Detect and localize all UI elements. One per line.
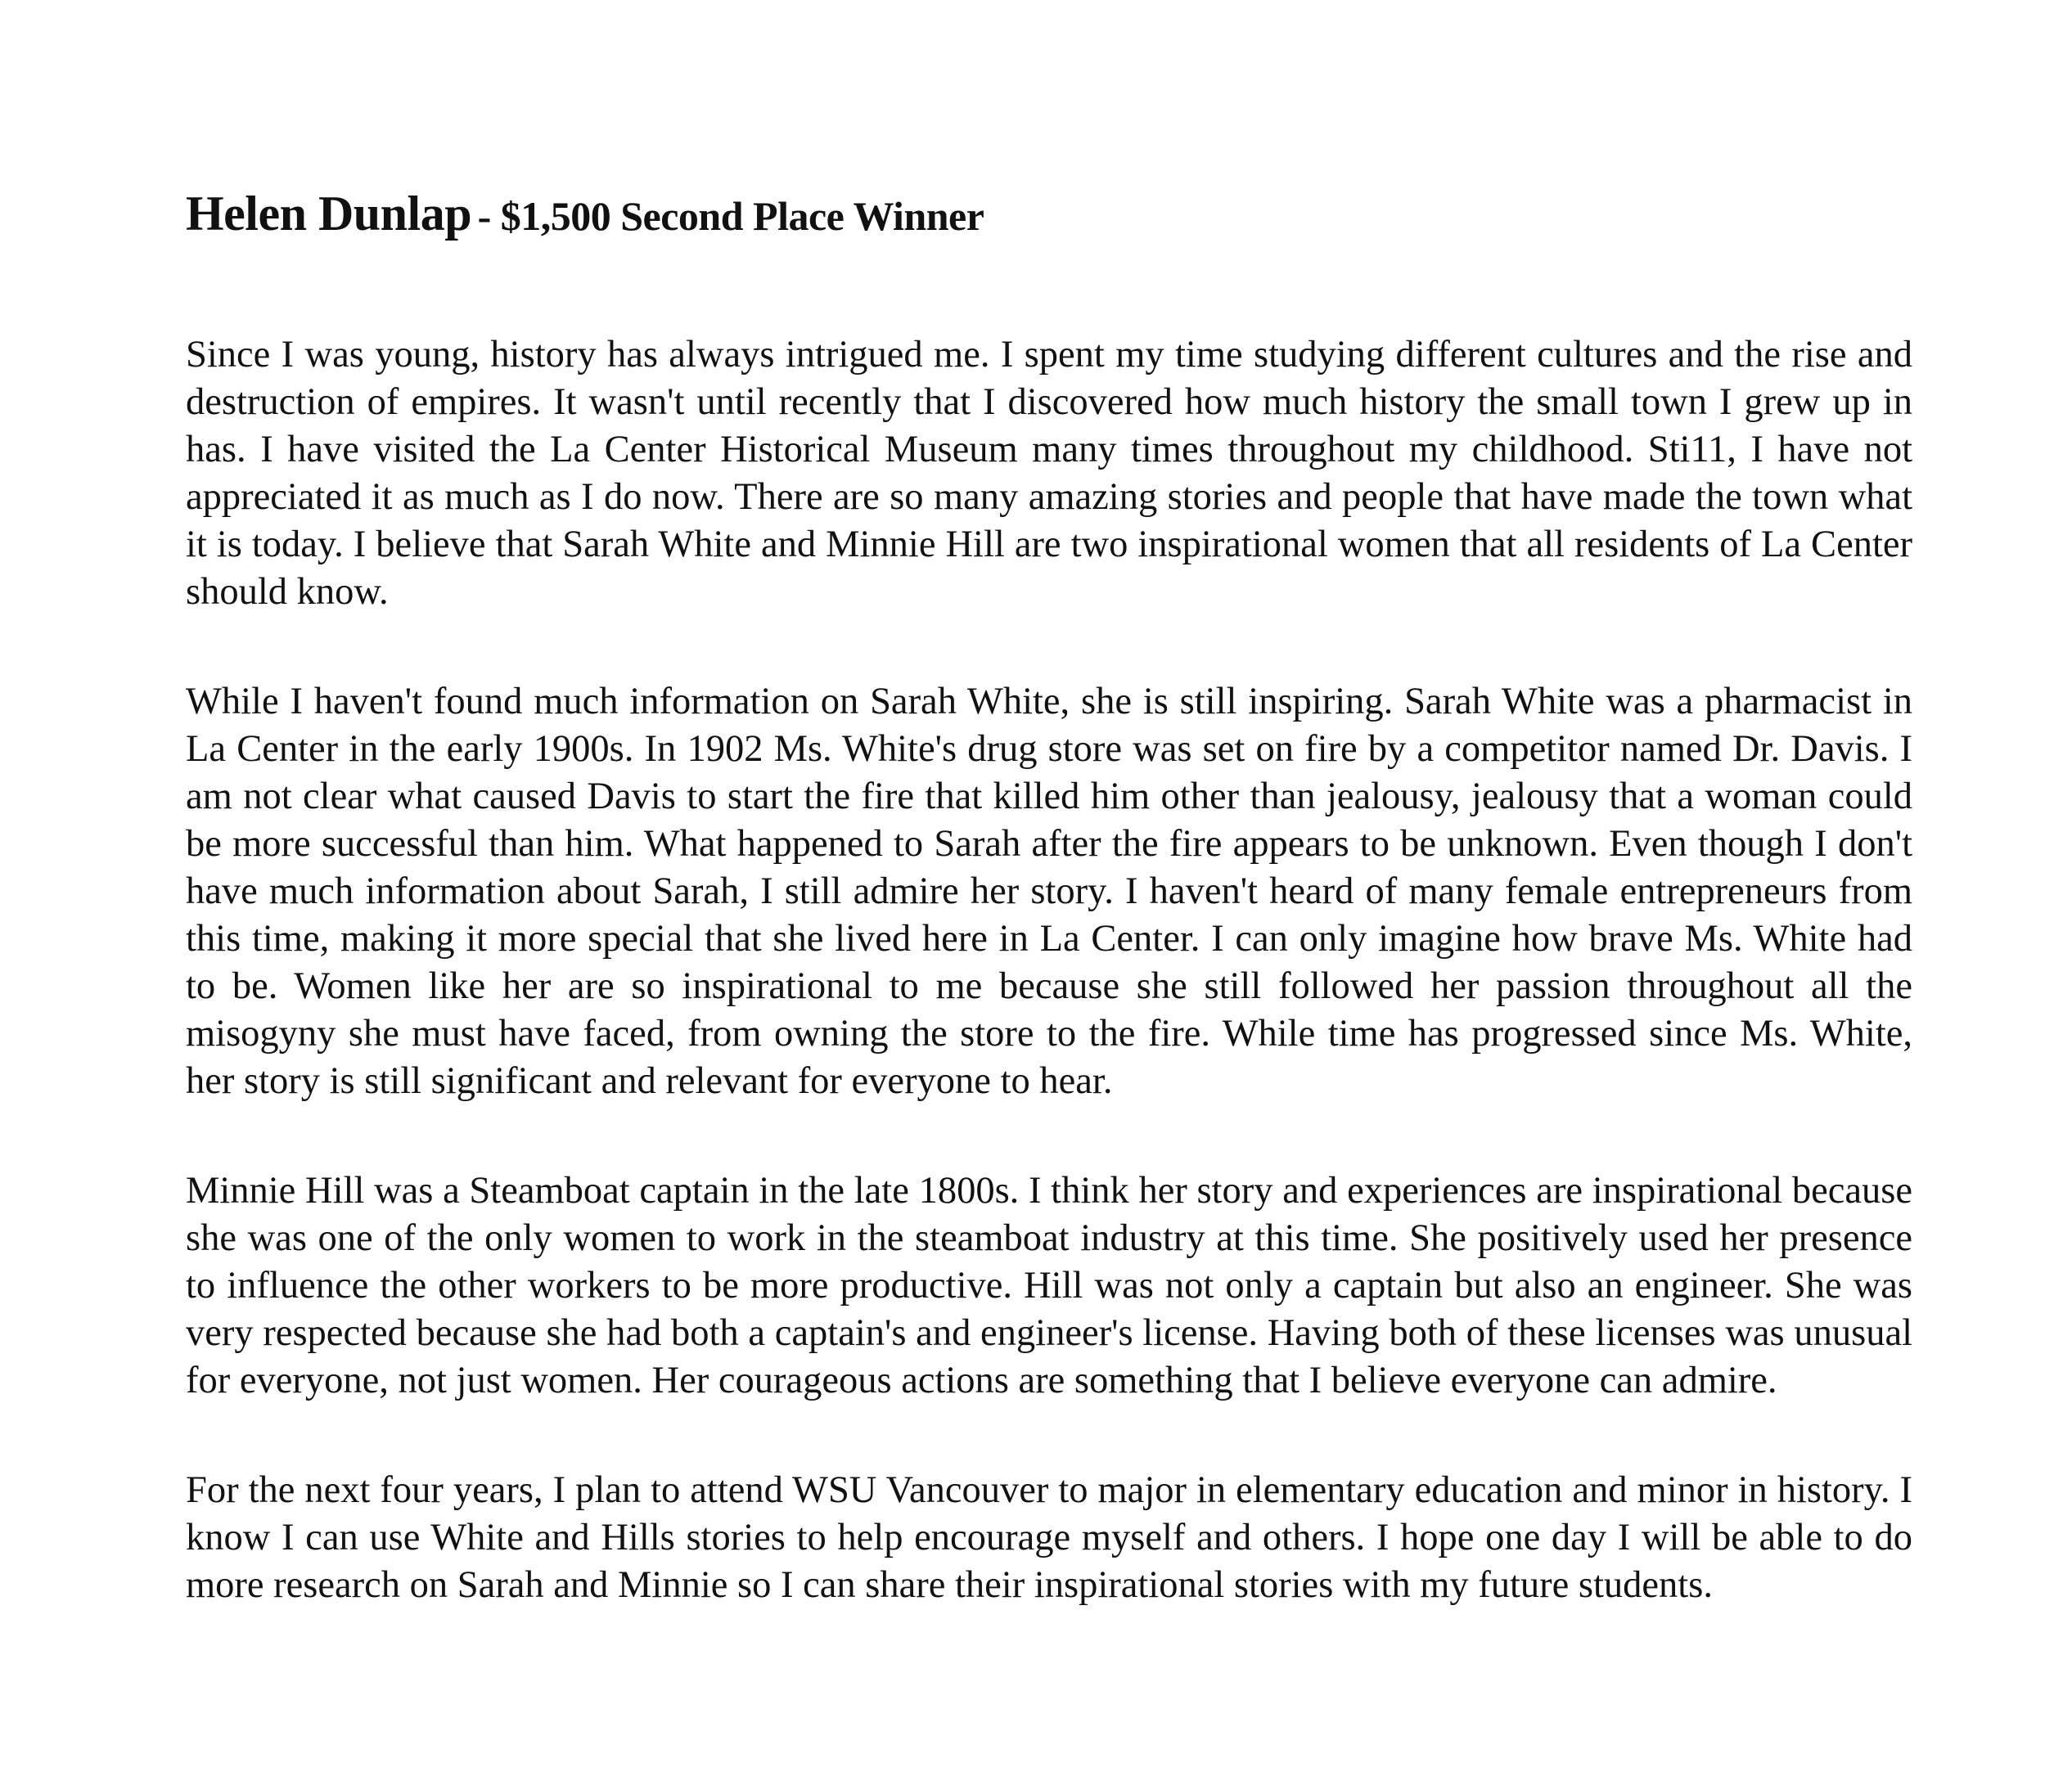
essay-paragraph-2: While I haven't found much information on Sarah White, she is still inspiring. Sarah White was a pharmacist in La Center in the early 1900s. In 1902 Ms. White's drug store was set on fire by a competitor named Dr. Davis. I am not clear what caused Davis to start the fire that killed him other than jealousy, jealousy that a woman could be more successful than him. What happened to Sarah after the fire appears to be unknown. Even though I don't have much information about Sarah, I still admire her story. I haven't heard of many female entrepreneurs from this time, making it more special that she lived here in La Center. I can only imagine how brave Ms. White had to be. Women like her are so inspirational to me because she still followed her passion throughout all the misogyny she must have faced, from owning the store to the fire. While time has progressed since Ms. White, her story is still significant and relevant for everyone to hear. bbox=[186, 681, 1912, 1102]
essay-paragraph-3: Minnie Hill was a Steamboat captain in the late 1800s. I think her story and experiences are inspirational because she was one of the only women to work in the steamboat industry at this time. She positively used her presence to influence the other workers to be more productive. Hill was not only a captain but also an engineer. She was very respected because she had both a captain's and engineer's license. Having both of these licenses was unusual for everyone, not just women. Her courageous actions are something that I believe everyone can admire. bbox=[186, 1170, 1912, 1401]
winner-name: Helen Dunlap bbox=[186, 187, 472, 241]
page-title bbox=[186, 184, 1912, 243]
essay-paragraph-4: For the next four years, I plan to attend WSU Vancouver to major in elementary education and minor in history. I know I can use White and Hills stories to help encourage myself and others. I hope one day I will be able to do more research on Sarah and Minnie so I can share their inspirational stories with my future students. bbox=[186, 1469, 1912, 1606]
document-page bbox=[186, 184, 1912, 1609]
essay-paragraph-1: Since I was young, history has always intrigued me. I spent my time studying different cultures and the rise and destruction of empires. It wasn't until recently that I discovered how much history the small town I grew up in has. I have visited the La Center Historical Museum many times throughout my childhood. Sti11, I have not appreciated it as much as I do now. There are so many amazing stories and people that have made the town what it is today. I believe that Sarah White and Minnie Hill are two inspirational women that all residents of La Center should know. bbox=[186, 334, 1912, 613]
prize-label: - $1,500 Second Place Winner bbox=[477, 193, 984, 239]
essay-body bbox=[186, 331, 1912, 1609]
